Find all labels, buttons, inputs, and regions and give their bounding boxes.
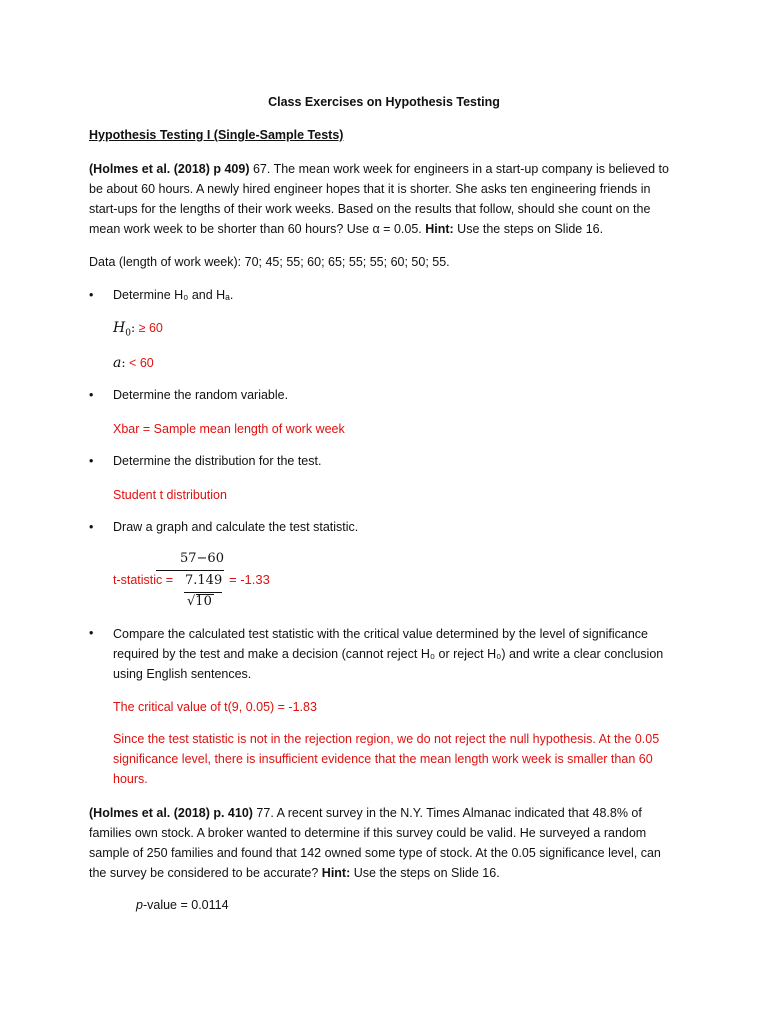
ha-value: < 60 [125,356,154,370]
p-value-italic: p [136,898,143,912]
sqrt-vinculum [196,594,214,595]
fraction-bar-outer [156,570,224,571]
distribution-answer: Student t distribution [113,488,227,502]
bullet-text: Determine the distribution for the test. [113,454,322,468]
data-line: Data (length of work week): 70; 45; 55; 60; 65; 55; 55; 60; 50; 55. [89,255,450,269]
section-heading: Hypothesis Testing I (Single-Sample Tests) [89,128,344,142]
sqrt-value: 10 [195,594,212,609]
problem-2-text: 77. A recent survey in the N.Y. Times Almanac indicated that 48.8% of families own stock. A broker wanted to determine if this survey could be valid. He surveyed a random sample of 250 families and found that 142 owned some type of stock. At the 0.05 significance level, can the survey be considered to be accurate? [89,806,661,880]
tstat-result: = -1.33 [229,572,270,587]
bullet-text: Determine the random variable. [113,388,289,402]
bullet-text: Determine H₀ and Hₐ. [113,288,234,302]
bullet-marker: • [89,454,94,468]
null-hypothesis [113,318,163,344]
bullet-marker: • [89,626,94,640]
ha-colon: : [121,355,126,370]
fraction-numerator: 57−60 [180,551,224,566]
random-variable-answer: Xbar = Sample mean length of work week [113,422,345,436]
h0-value: ≥ 60 [135,321,163,335]
bullet-marker: • [89,288,94,302]
critical-value-answer: The critical value of t(9, 0.05) = -1.83 [113,700,317,714]
problem-2-hint-label: Hint: [321,866,351,880]
conclusion-answer: Since the test statistic is not in the rejection region, we do not reject the null hypothesis. At the 0.05 significance level, there is insufficient evidence that the mean length work week is smaller than 60 hours. [113,732,660,786]
fraction-bar-inner [184,592,222,593]
problem-2-statement [89,803,681,883]
document-title: Class Exercises on Hypothesis Testing [268,95,500,109]
bullet-marker: • [89,520,94,534]
p-value-line [136,898,229,912]
bullet-text: Draw a graph and calculate the test statistic. [113,520,359,534]
bullet-decision-text: Compare the calculated test statistic with the critical value determined by the level of significance required by the test and make a decision (cannot reject H₀ or reject H₀) and write a clear conclusion using English sentences. [113,627,664,681]
fraction-denominator-std: 7.149 [185,573,223,588]
problem-2-hint-text: Use the steps on Slide 16. [350,866,500,880]
h0-colon: : [130,320,136,335]
problem-1-statement [89,159,681,239]
ha-symbol: a [113,355,122,371]
sqrt-symbol: √ [187,594,196,609]
problem-1-hint-label: Hint: [425,222,454,236]
h0-symbol: H [113,320,126,336]
p-value-rest: -value = 0.0114 [142,898,229,912]
problem-1-text: 67. The mean work week for engineers in a start-up company is believed to be about 60 hours. A newly hired engineer hopes that it is shorter. She asks ten engineering friends in start-ups for the lengths of their work weeks. Based on the results that follow, should she count on the mean work week to be shorter than 60 hours? Use α = 0.05. [89,162,669,236]
h0-subscript: 0 [125,328,131,339]
problem-1-ref: (Holmes et al. (2018) p 409) [89,162,250,176]
bullet-marker: • [89,388,94,402]
tstat-label: t-statistic = [113,573,174,587]
fraction-sqrt [187,594,212,609]
alternative-hypothesis [113,353,154,373]
problem-1-hint-text: Use the steps on Slide 16. [453,222,604,236]
problem-2-ref: (Holmes et al. (2018) p. 410) [89,806,253,820]
